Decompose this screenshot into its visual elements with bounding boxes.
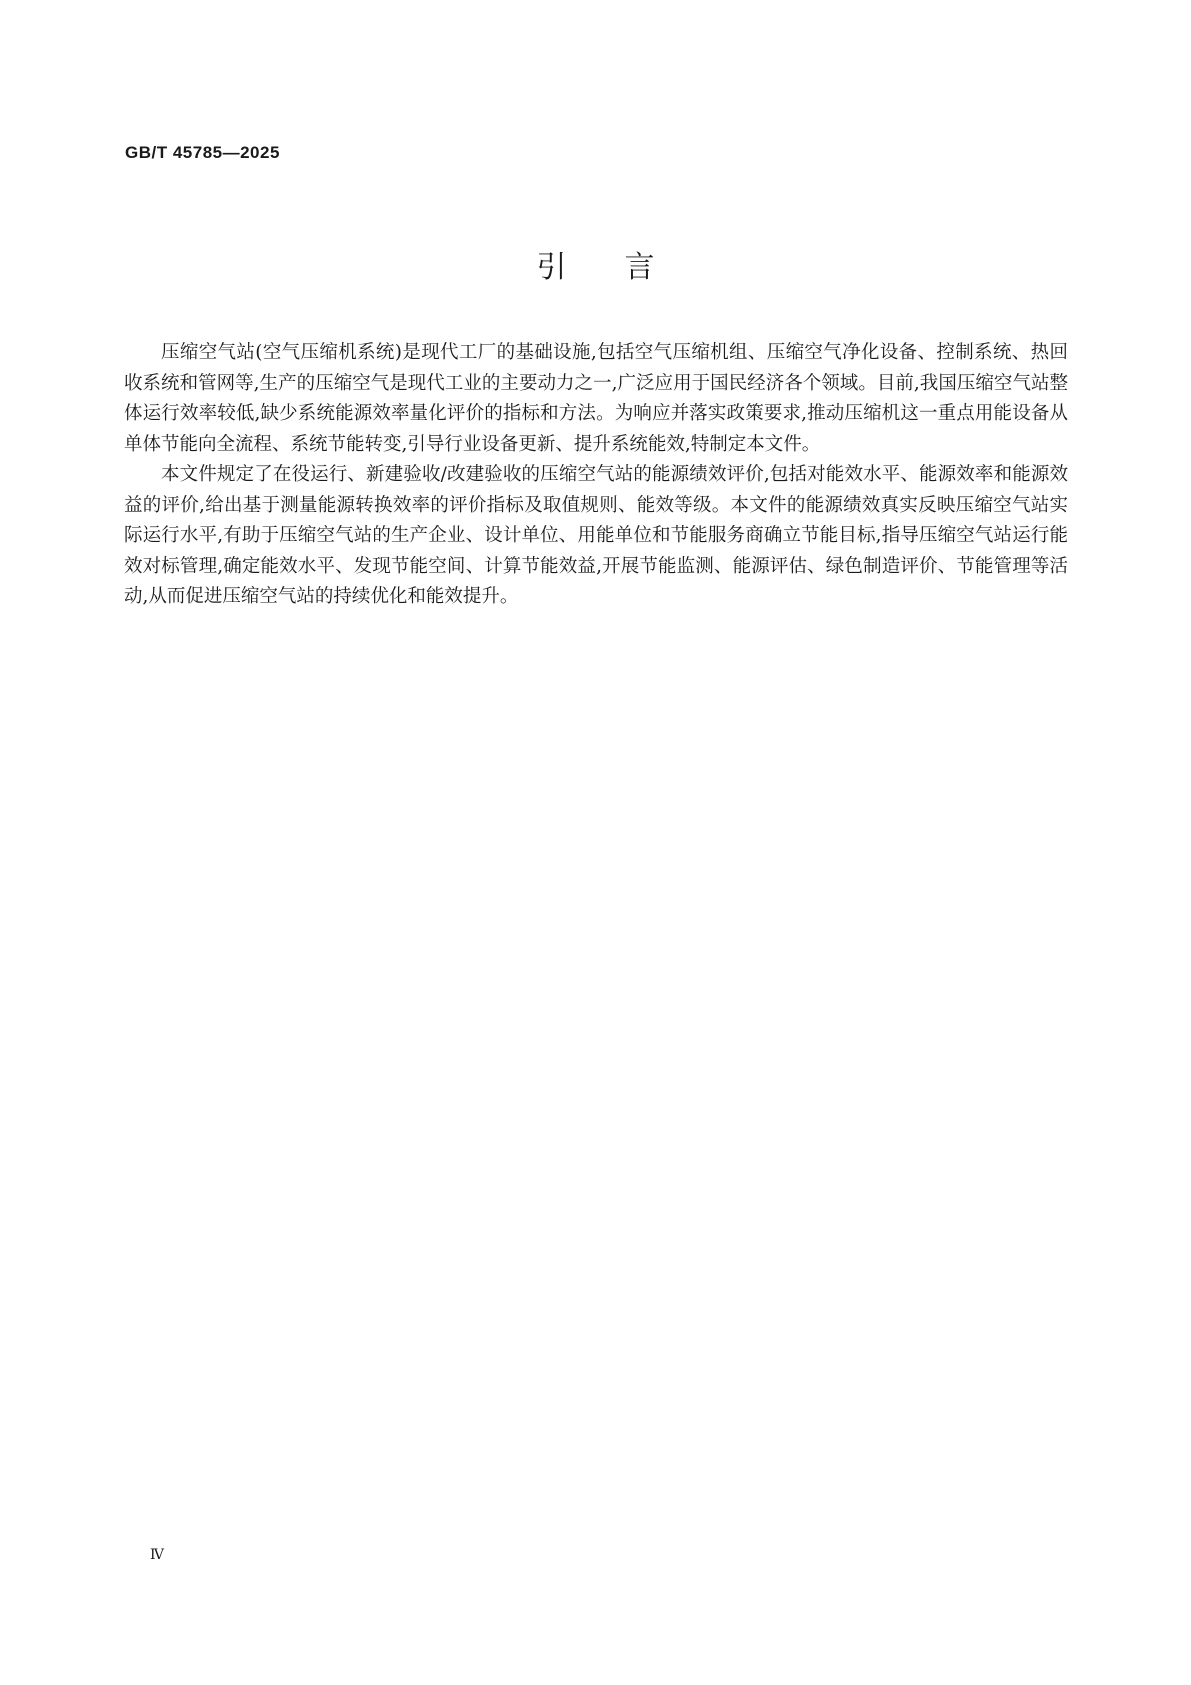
paragraph-2: 本文件规定了在役运行、新建验收/改建验收的压缩空气站的能源绩效评价,包括对能效水平、能源效率和能源效益的评价,给出基于测量能源转换效率的评价指标及取值规则、能效等级。本文件的能源绩效真实反映压缩空气站实际运行水平,有助于压缩空气站的生产企业、设计单位、用能单位和节能服务商确立节能目标,指导压缩空气站运行能效对标管理,确定能效水平、发现节能空间、计算节能效益,开展节能监测、能源评估、绿色制造评价、节能管理等活动,从而促进压缩空气站的持续优化和能效提升。: [124, 464, 1068, 607]
standard-number: GB/T 45785—2025: [125, 143, 280, 162]
paragraph-1: 压缩空气站(空气压缩机系统)是现代工厂的基础设施,包括空气压缩机组、压缩空气净化设备、控制系统、热回收系统和管网等,生产的压缩空气是现代工业的主要动力之一,广泛应用于国民经济各个领域。目前,我国压缩空气站整体运行效率较低,缺少系统能源效率量化评价的指标和方法。为响应并落实政策要求,推动压缩机这一重点用能设备从单体节能向全流程、系统节能转变,引导行业设备更新、提升系统能效,特制定本文件。: [124, 342, 1068, 455]
introduction-body: [124, 338, 1068, 613]
section-title: 引言: [536, 250, 713, 285]
page-number: Ⅳ: [150, 1547, 164, 1563]
